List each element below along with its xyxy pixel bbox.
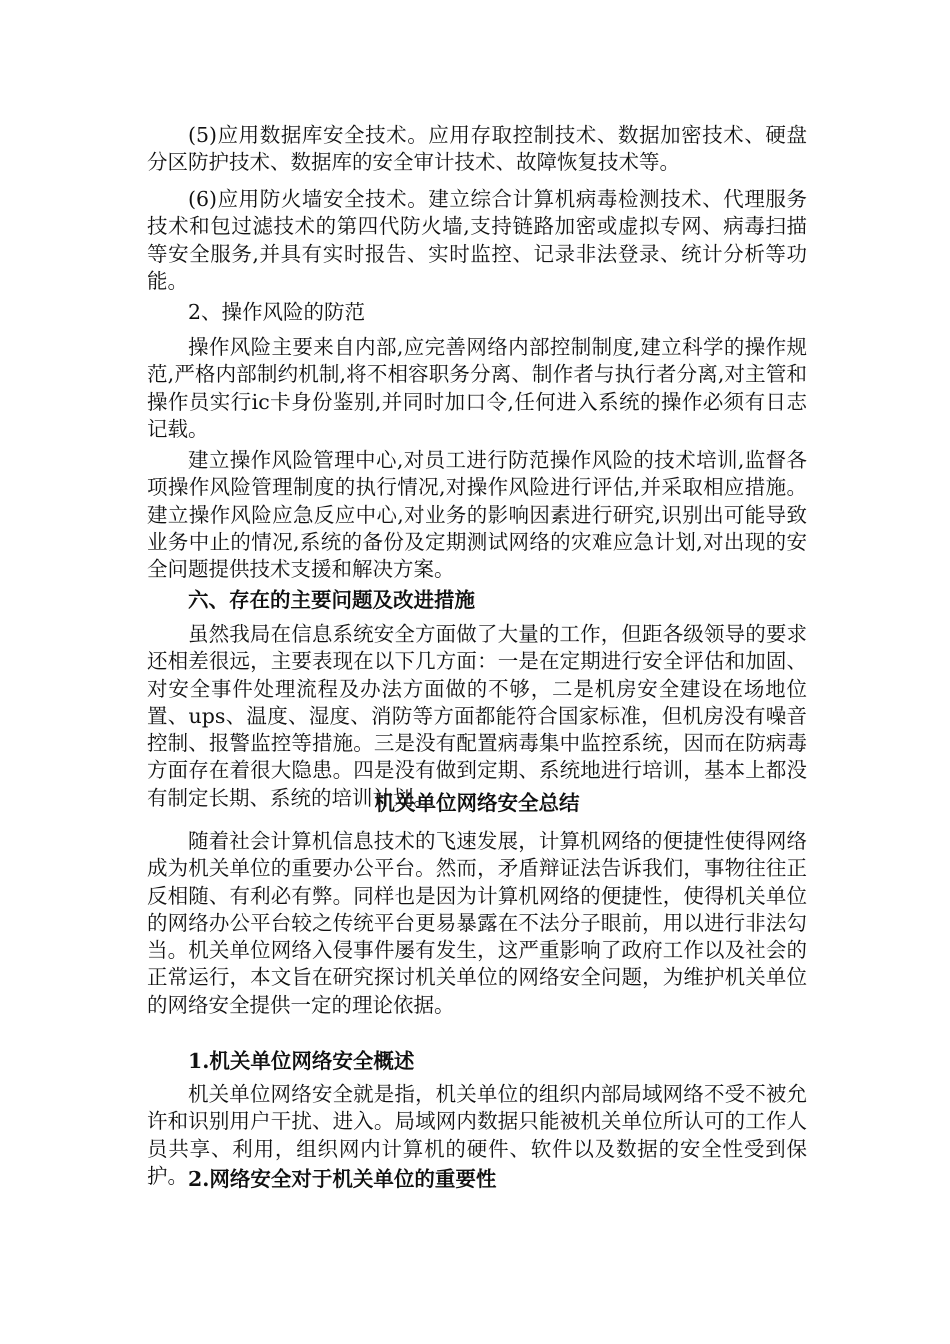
paragraph-operation-risk-source: 操作风险主要来自内部,应完善网络内部控制制度,建立科学的操作规范,严格内部制约机制,将不相容职务分离、制作者与执行者分离,对主管和操作员实行ic卡身份鉴别,并同时加口令,任何进入系统的操作必须有日志记载。 [147, 335, 807, 441]
heading-operation-risk: 2、操作风险的防范 [188, 300, 366, 324]
paragraph-overview: 机关单位网络安全就是指，机关单位的组织内部局域网络不受不被允许和识别用户干扰、进入。局域网内数据只能被机关单位所认可的工作人员共享、利用，组织网内计算机的硬件、软件以及数据的安全性受到保护。 [147, 1082, 807, 1188]
paragraph-main-problems: 虽然我局在信息系统安全方面做了大量的工作，但距各级领导的要求还相差很远，主要表现在以下几方面：一是在定期进行安全评估和加固、对安全事件处理流程及办法方面做的不够，二是机房安全建设在场地位置、ups、温度、湿度、消防等方面都能符合国家标准，但机房没有噪音控制、报警监控等措施。三是没有配置病毒集中监控系统，因而在防病毒方面存在着很大隐患。四是没有做到定期、系统地进行培训，基本上都没有制定长期、系统的培训计划。 [147, 622, 807, 810]
paragraph-database-security: (5)应用数据库安全技术。应用存取控制技术、数据加密技术、硬盘分区防护技术、数据库的安全审计技术、故障恢复技术等。 [147, 123, 807, 175]
paragraph-firewall-security: (6)应用防火墙安全技术。建立综合计算机病毒检测技术、代理服务技术和包过滤技术的第四代防火墙,支持链路加密或虚拟专网、病毒扫描等安全服务,并具有实时报告、实时监控、记录非法登录、统计分析等功能。 [147, 187, 807, 293]
heading-overview: 1.机关单位网络安全概述 [188, 1049, 415, 1073]
paragraph-operation-risk-center: 建立操作风险管理中心,对员工进行防范操作风险的技术培训,监督各项操作风险管理制度的执行情况,对操作风险进行评估,并采取相应措施。建立操作风险应急反应中心,对业务的影响因素进行研究,识别出可能导致业务中止的情况,系统的备份及定期测试网络的灾难应急计划,对出现的安全问题提供技术支援和解决方案。 [147, 448, 807, 582]
paragraph-introduction: 随着社会计算机信息技术的飞速发展，计算机网络的便捷性使得网络成为机关单位的重要办公平台。然而，矛盾辩证法告诉我们，事物往往正反相随、有利必有弊。同样也是因为计算机网络的便捷性，使得机关单位的网络办公平台较之传统平台更易暴露在不法分子眼前，用以进行非法勾当。机关单位网络入侵事件屡有发生，这严重影响了政府工作以及社会的正常运行，本文旨在研究探讨机关单位的网络安全问题，为维护机关单位的网络安全提供一定的理论依据。 [147, 829, 807, 1017]
heading-main-problems: 六、存在的主要问题及改进措施 [188, 588, 475, 612]
heading-importance: 2.网络安全对于机关单位的重要性 [188, 1167, 497, 1191]
document-title: 机关单位网络安全总结 [374, 791, 580, 815]
